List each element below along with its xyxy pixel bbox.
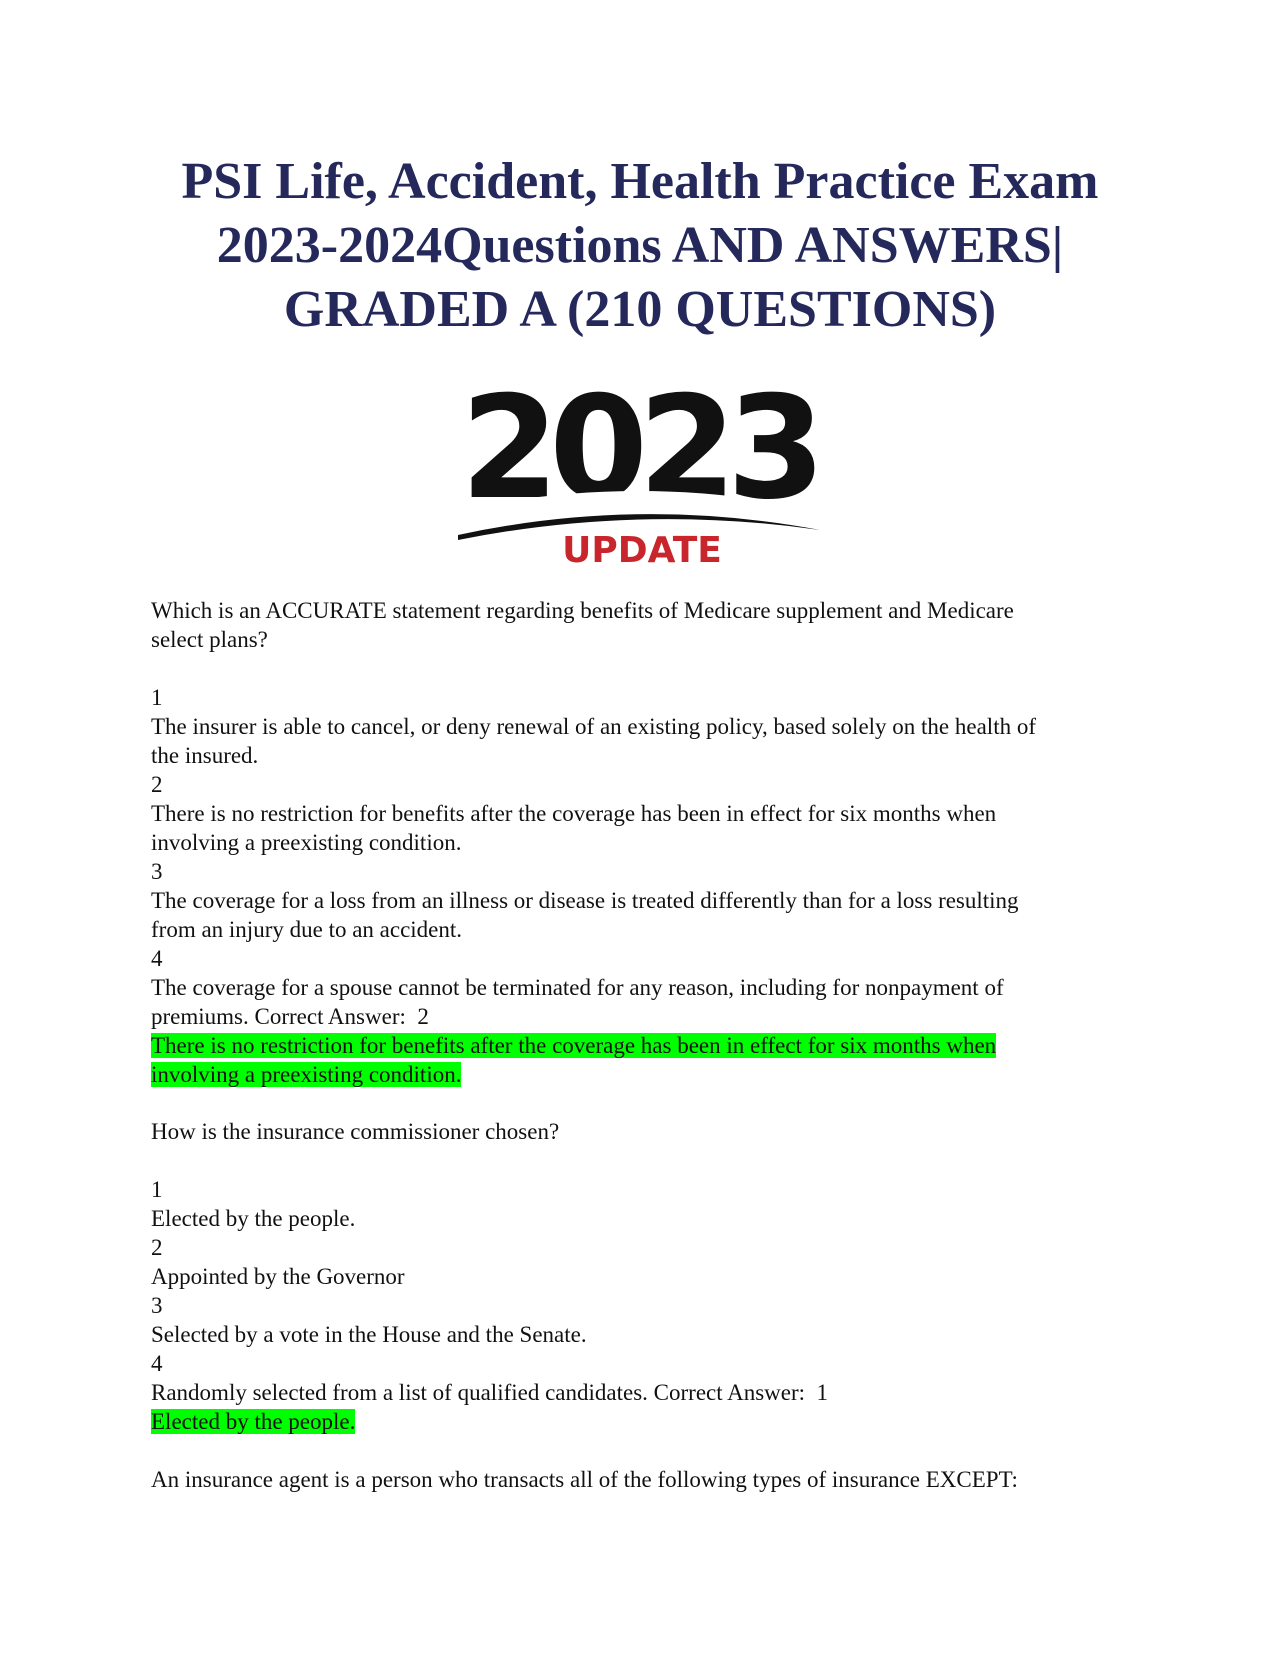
- logo-year: 2023: [460, 372, 816, 531]
- option-text: Appointed by the Governor: [151, 1264, 405, 1289]
- title-line: GRADED A (210 QUESTIONS): [283, 281, 997, 338]
- option-number: 3: [151, 859, 163, 884]
- question-text: An insurance agent is a person who transacts all of the following types of insurance EXCEPT:: [151, 1467, 1018, 1492]
- option-number: 3: [151, 1293, 163, 1318]
- answer-highlight: involving a preexisting condition.: [151, 1062, 462, 1087]
- answer-highlight: There is no restriction for benefits after the coverage has been in effect for six months when: [151, 1033, 997, 1058]
- question-block-3: [151, 1465, 1141, 1494]
- answer-highlight: Elected by the people.: [151, 1409, 356, 1434]
- option-text: Elected by the people.: [151, 1206, 356, 1231]
- option-number: 4: [151, 1351, 163, 1376]
- 2023-update-logo: [448, 372, 828, 568]
- title-line: 2023-2024Questions AND ANSWERS|: [216, 217, 1064, 274]
- option-text: the insured.: [151, 743, 259, 768]
- option-text: premiums. Correct Answer: 2: [151, 1004, 429, 1029]
- question-text: select plans?: [151, 627, 268, 652]
- option-number: 1: [151, 685, 163, 710]
- document-title: [120, 150, 1160, 342]
- logo-label: UPDATE: [562, 530, 722, 568]
- option-number: 2: [151, 772, 163, 797]
- option-text: Randomly selected from a list of qualified candidates. Correct Answer: 1: [151, 1380, 829, 1405]
- option-number: 1: [151, 1177, 163, 1202]
- question-text: Which is an ACCURATE statement regarding benefits of Medicare supplement and Medicare: [151, 598, 1014, 623]
- option-number: 4: [151, 946, 163, 971]
- option-text: The insurer is able to cancel, or deny renewal of an existing policy, based solely on the health of: [151, 714, 1036, 739]
- option-text: from an injury due to an accident.: [151, 917, 463, 942]
- question-block-2: [151, 1117, 1141, 1436]
- option-text: Selected by a vote in the House and the Senate.: [151, 1322, 587, 1347]
- option-number: 2: [151, 1235, 163, 1260]
- question-text: How is the insurance commissioner chosen?: [151, 1119, 560, 1144]
- option-text: There is no restriction for benefits after the coverage has been in effect for six months when: [151, 801, 997, 826]
- question-block-1: [151, 596, 1141, 1089]
- option-text: The coverage for a loss from an illness or disease is treated differently than for a loss resulting: [151, 888, 1019, 913]
- option-text: The coverage for a spouse cannot be terminated for any reason, including for nonpayment of: [151, 975, 1004, 1000]
- option-text: involving a preexisting condition.: [151, 830, 462, 855]
- title-line: PSI Life, Accident, Health Practice Exam: [181, 153, 1099, 210]
